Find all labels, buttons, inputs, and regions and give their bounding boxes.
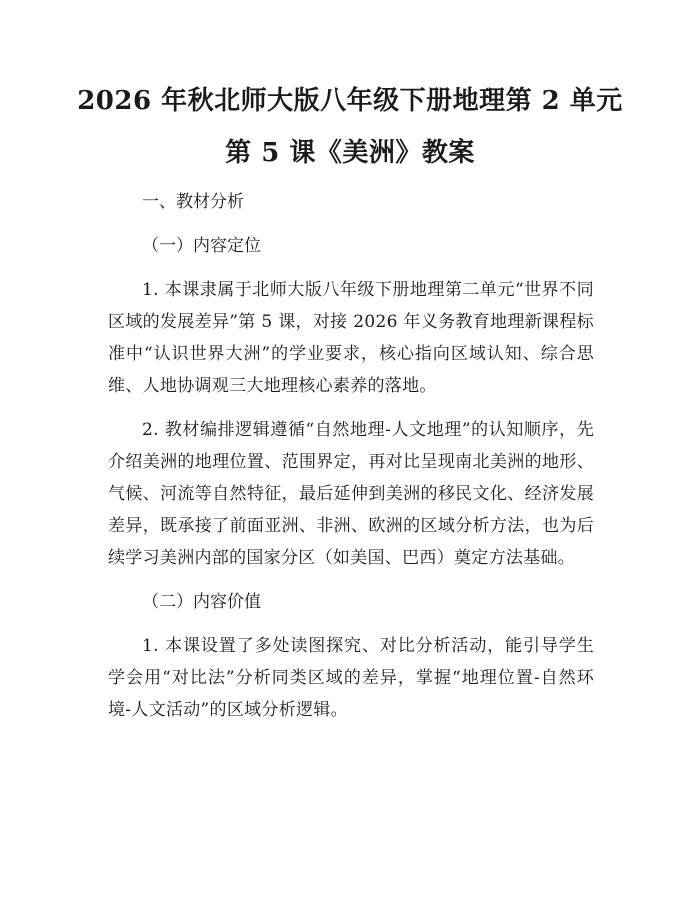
document-title-line1: 2026 年秋北师大版八年级下册地理第 2 单元 xyxy=(77,86,623,116)
paragraph: 1. 本课设置了多处读图探究、对比分析活动，能引导学生学会用“对比法”分析同类区域的差异，掌握“地理位置-自然环境-人文活动”的区域分析逻辑。 xyxy=(108,636,594,720)
paragraph: 2. 教材编排逻辑遵循“自然地理-人文地理”的认知顺序，先介绍美洲的地理位置、范围界定，再对比呈现南北美洲的地形、气候、河流等自然特征，最后延伸到美洲的移民文化、经济发展差异，既承接了前面亚洲、非洲、欧洲的区域分析方法，也为后续学习美洲内部的国家分区（如美国、巴西）奠定方法基础。 xyxy=(108,420,594,568)
paragraph: 1. 本课隶属于北师大版八年级下册地理第二单元“世界不同区域的发展差异”第 5 课，对接 2026 年义务教育地理新课程标准中“认识世界大洲”的学业要求，核心指向区域认知、综合思维、人地协调观三大地理核心素养的落地。 xyxy=(108,280,594,396)
section-heading-textbook-analysis: 一、教材分析 xyxy=(142,192,244,212)
document-title-line2: 第 5 课《美洲》教案 xyxy=(225,138,475,168)
document-body xyxy=(108,186,594,738)
subsection-heading-content-positioning: （一）内容定位 xyxy=(142,236,261,256)
subsection-heading-content-value: （二）内容价值 xyxy=(142,592,261,612)
